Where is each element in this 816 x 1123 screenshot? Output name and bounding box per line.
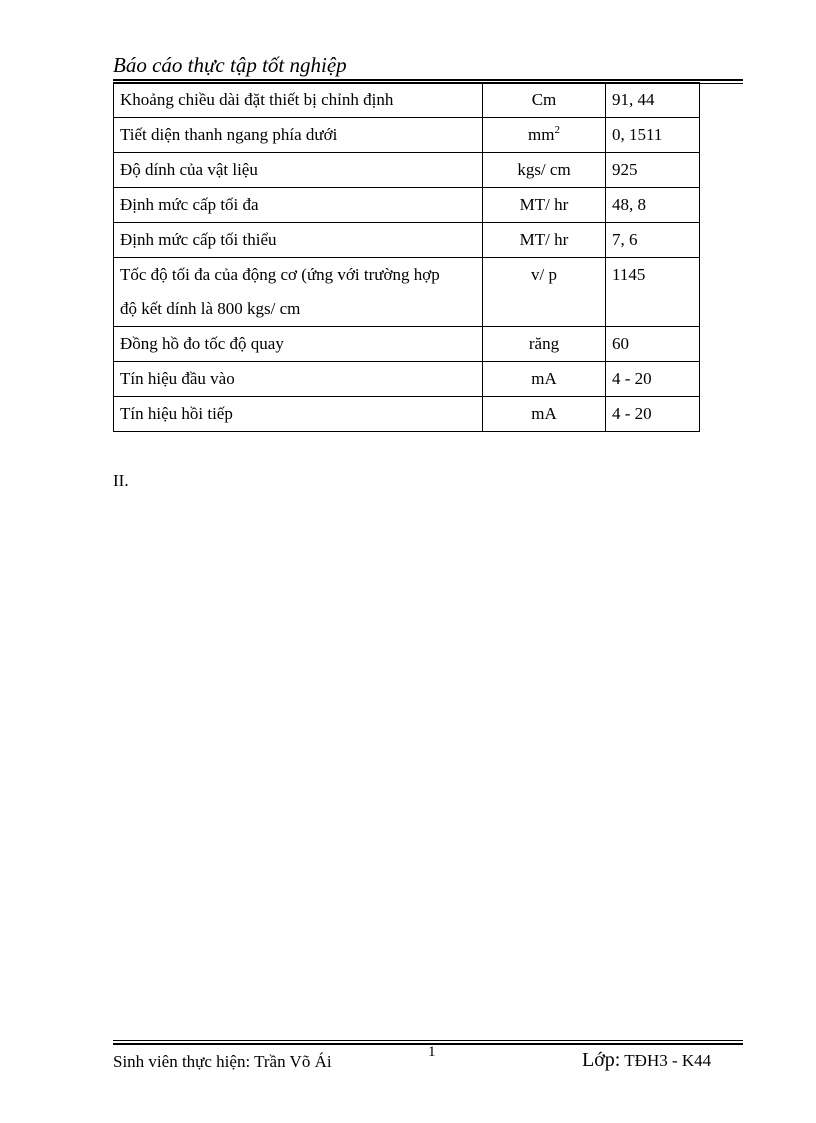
parameter-name: Khoảng chiều dài đặt thiết bị chỉnh định <box>114 83 483 118</box>
parameter-unit: MT/ hr <box>483 188 606 223</box>
table-row <box>114 362 700 397</box>
unit-base: mm <box>528 125 555 144</box>
parameter-unit: mA <box>483 397 606 432</box>
parameter-name-line: Tốc độ tối đa của động cơ (ứng với trường hợp <box>120 265 440 284</box>
parameter-value: 4 - 20 <box>606 397 700 432</box>
table-row <box>114 258 700 327</box>
table-row <box>114 153 700 188</box>
parameter-value: 60 <box>606 327 700 362</box>
table-row <box>114 397 700 432</box>
document-header-title: Báo cáo thực tập tốt nghiệp <box>113 53 347 77</box>
table-row <box>114 83 700 118</box>
parameter-unit: Cm <box>483 83 606 118</box>
parameter-unit: MT/ hr <box>483 223 606 258</box>
parameter-value: 48, 8 <box>606 188 700 223</box>
header-rule-thick <box>113 79 743 81</box>
footer-student-name: Sinh viên thực hiện: Trần Võ Ái <box>113 1052 332 1071</box>
parameter-unit: kgs/ cm <box>483 153 606 188</box>
parameter-unit: răng <box>483 327 606 362</box>
class-label: Lớp: <box>582 1049 621 1071</box>
parameter-name: Tín hiệu hồi tiếp <box>114 397 483 432</box>
parameter-name: Tín hiệu đầu vào <box>114 362 483 397</box>
parameter-name: Đồng hồ đo tốc độ quay <box>114 327 483 362</box>
unit-superscript: 2 <box>554 124 560 136</box>
table-row <box>114 327 700 362</box>
parameter-unit <box>483 118 606 153</box>
class-value: TĐH3 - K44 <box>620 1051 712 1070</box>
parameter-name <box>114 258 483 327</box>
parameter-name-line: độ kết dính là 800 kgs/ cm <box>120 299 301 318</box>
page-number: 1 <box>428 1044 436 1060</box>
parameter-value: 0, 1511 <box>606 118 700 153</box>
parameter-value: 1145 <box>606 258 700 327</box>
footer-class <box>582 1049 711 1072</box>
table-row <box>114 223 700 258</box>
parameter-value: 7, 6 <box>606 223 700 258</box>
parameter-value: 91, 44 <box>606 83 700 118</box>
specification-table <box>113 82 700 432</box>
parameter-value: 4 - 20 <box>606 362 700 397</box>
table-row <box>114 188 700 223</box>
parameter-name: Độ dính của vật liệu <box>114 153 483 188</box>
parameter-value: 925 <box>606 153 700 188</box>
parameter-name: Định mức cấp tối đa <box>114 188 483 223</box>
table-row <box>114 118 700 153</box>
parameter-unit: v/ p <box>483 258 606 327</box>
parameter-unit: mA <box>483 362 606 397</box>
parameter-name: Định mức cấp tối thiểu <box>114 223 483 258</box>
parameter-name: Tiết diện thanh ngang phía dưới <box>114 118 483 153</box>
footer-rule-thin <box>113 1040 743 1041</box>
section-heading: II. <box>113 471 129 490</box>
